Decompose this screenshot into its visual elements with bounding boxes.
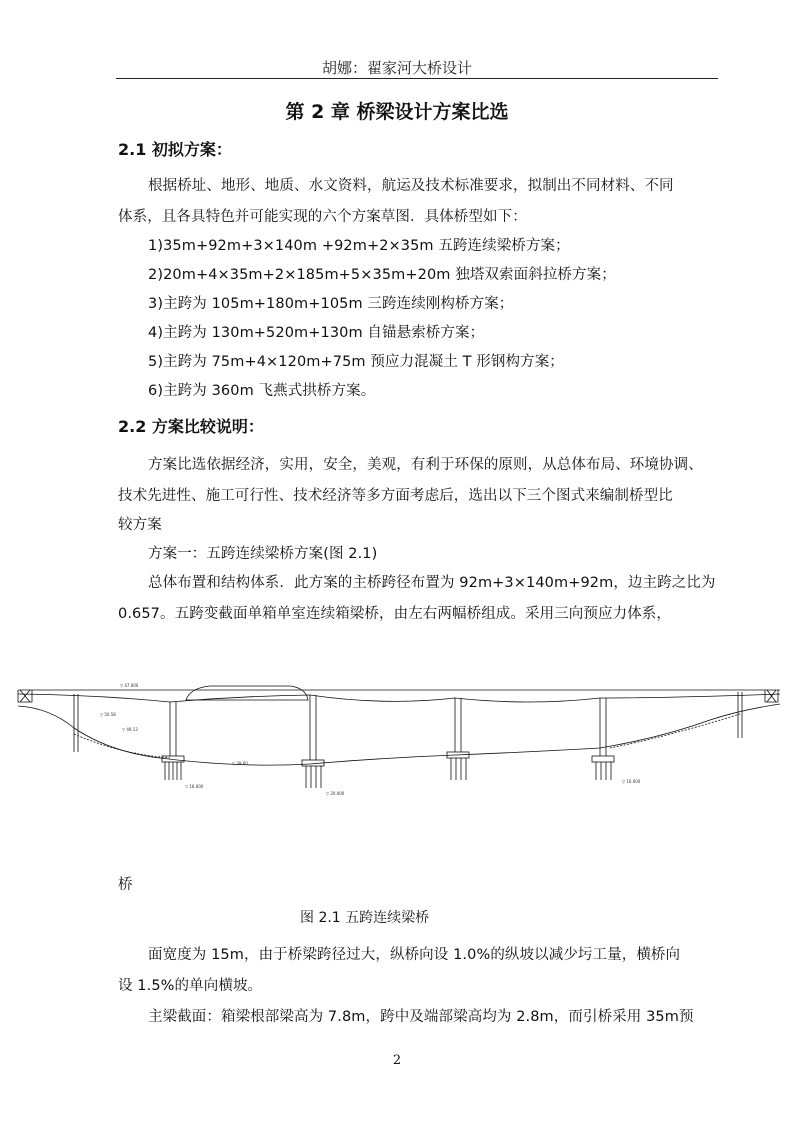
running-header: 胡娜：翟家河大桥设计: [321, 59, 472, 77]
paragraph-line: 总体布置和结构体系．此方案的主桥跨径布置为 92m+3×140m+92m，边主跨之比为: [148, 575, 716, 591]
section-heading-2-1: 2.1 初拟方案：: [118, 140, 232, 159]
label-pile-mid: ▽ 20.000: [326, 791, 345, 796]
label-pile-left: ▽ 18.000: [185, 784, 204, 789]
paragraph-line: 0.657。五跨变截面单箱单室连续箱梁桥，由左右两幅桥组成。采用三向预应力体系，: [118, 606, 672, 622]
paragraph-line: 设 1.5%的单向横坡。: [118, 978, 263, 994]
scheme-title: 方案一：五跨连续梁桥方案(图 2.1): [148, 546, 378, 562]
paragraph-line: 体系，且各具特色并可能实现的六个方案草图．具体桥型如下：: [118, 209, 527, 225]
page-number: 2: [392, 1053, 402, 1068]
header-rule: [116, 78, 718, 79]
paragraph-line: 较方案: [118, 517, 162, 533]
chapter-title: 第 2 章 桥梁设计方案比选: [285, 101, 509, 123]
list-item: 2)20m+4×35m+2×185m+5×35m+20m 独塔双索面斜拉桥方案；: [148, 267, 616, 283]
paragraph-line: 方案比选依据经济，实用，安全，美观，有利于环保的原则，从总体布局、环境协调、: [148, 457, 703, 473]
list-item: 6)主跨为 360m 飞燕式拱桥方案。: [148, 383, 376, 399]
label-deck-elevation: ▽ 47.000: [120, 683, 139, 688]
label-ground-mid: ▽ 39.60: [232, 761, 248, 766]
label-water-high: ▽ 50.58: [100, 712, 116, 717]
orphan-character: 桥: [118, 877, 133, 893]
bridge-elevation-drawing: [10, 668, 788, 803]
figure-caption: 图 2.1 五跨连续梁桥: [300, 910, 430, 926]
list-item: 5)主跨为 75m+4×120m+75m 预应力混凝土 T 形钢构方案；: [148, 354, 564, 370]
list-item: 4)主跨为 130m+520m+130m 自锚悬索桥方案；: [148, 325, 485, 341]
paragraph-line: 面宽度为 15m，由于桥梁跨径过大，纵桥向设 1.0%的纵坡以减少圬工量，横桥向: [148, 947, 681, 963]
label-pile-right: ▽ 16.000: [622, 779, 641, 784]
paragraph-line: 根据桥址、地形、地质、水文资料，航运及技术标准要求，拟制出不同材料、不同: [148, 178, 674, 194]
list-item: 1)35m+92m+3×140m +92m+2×35m 五跨连续梁桥方案；: [148, 238, 570, 254]
list-item: 3)主跨为 105m+180m+105m 三跨连续刚构桥方案；: [148, 296, 514, 312]
paragraph-line: 技术先进性、施工可行性、技术经济等多方面考虑后，选出以下三个图式来编制桥型比: [118, 488, 673, 504]
paragraph-line: 主梁截面：箱梁根部梁高为 7.8m，跨中及端部梁高均为 2.8m，而引桥采用 35m预: [148, 1009, 694, 1025]
label-water-low: ▽ 49.13: [122, 727, 138, 732]
section-heading-2-2: 2.2 方案比较说明：: [118, 417, 264, 436]
